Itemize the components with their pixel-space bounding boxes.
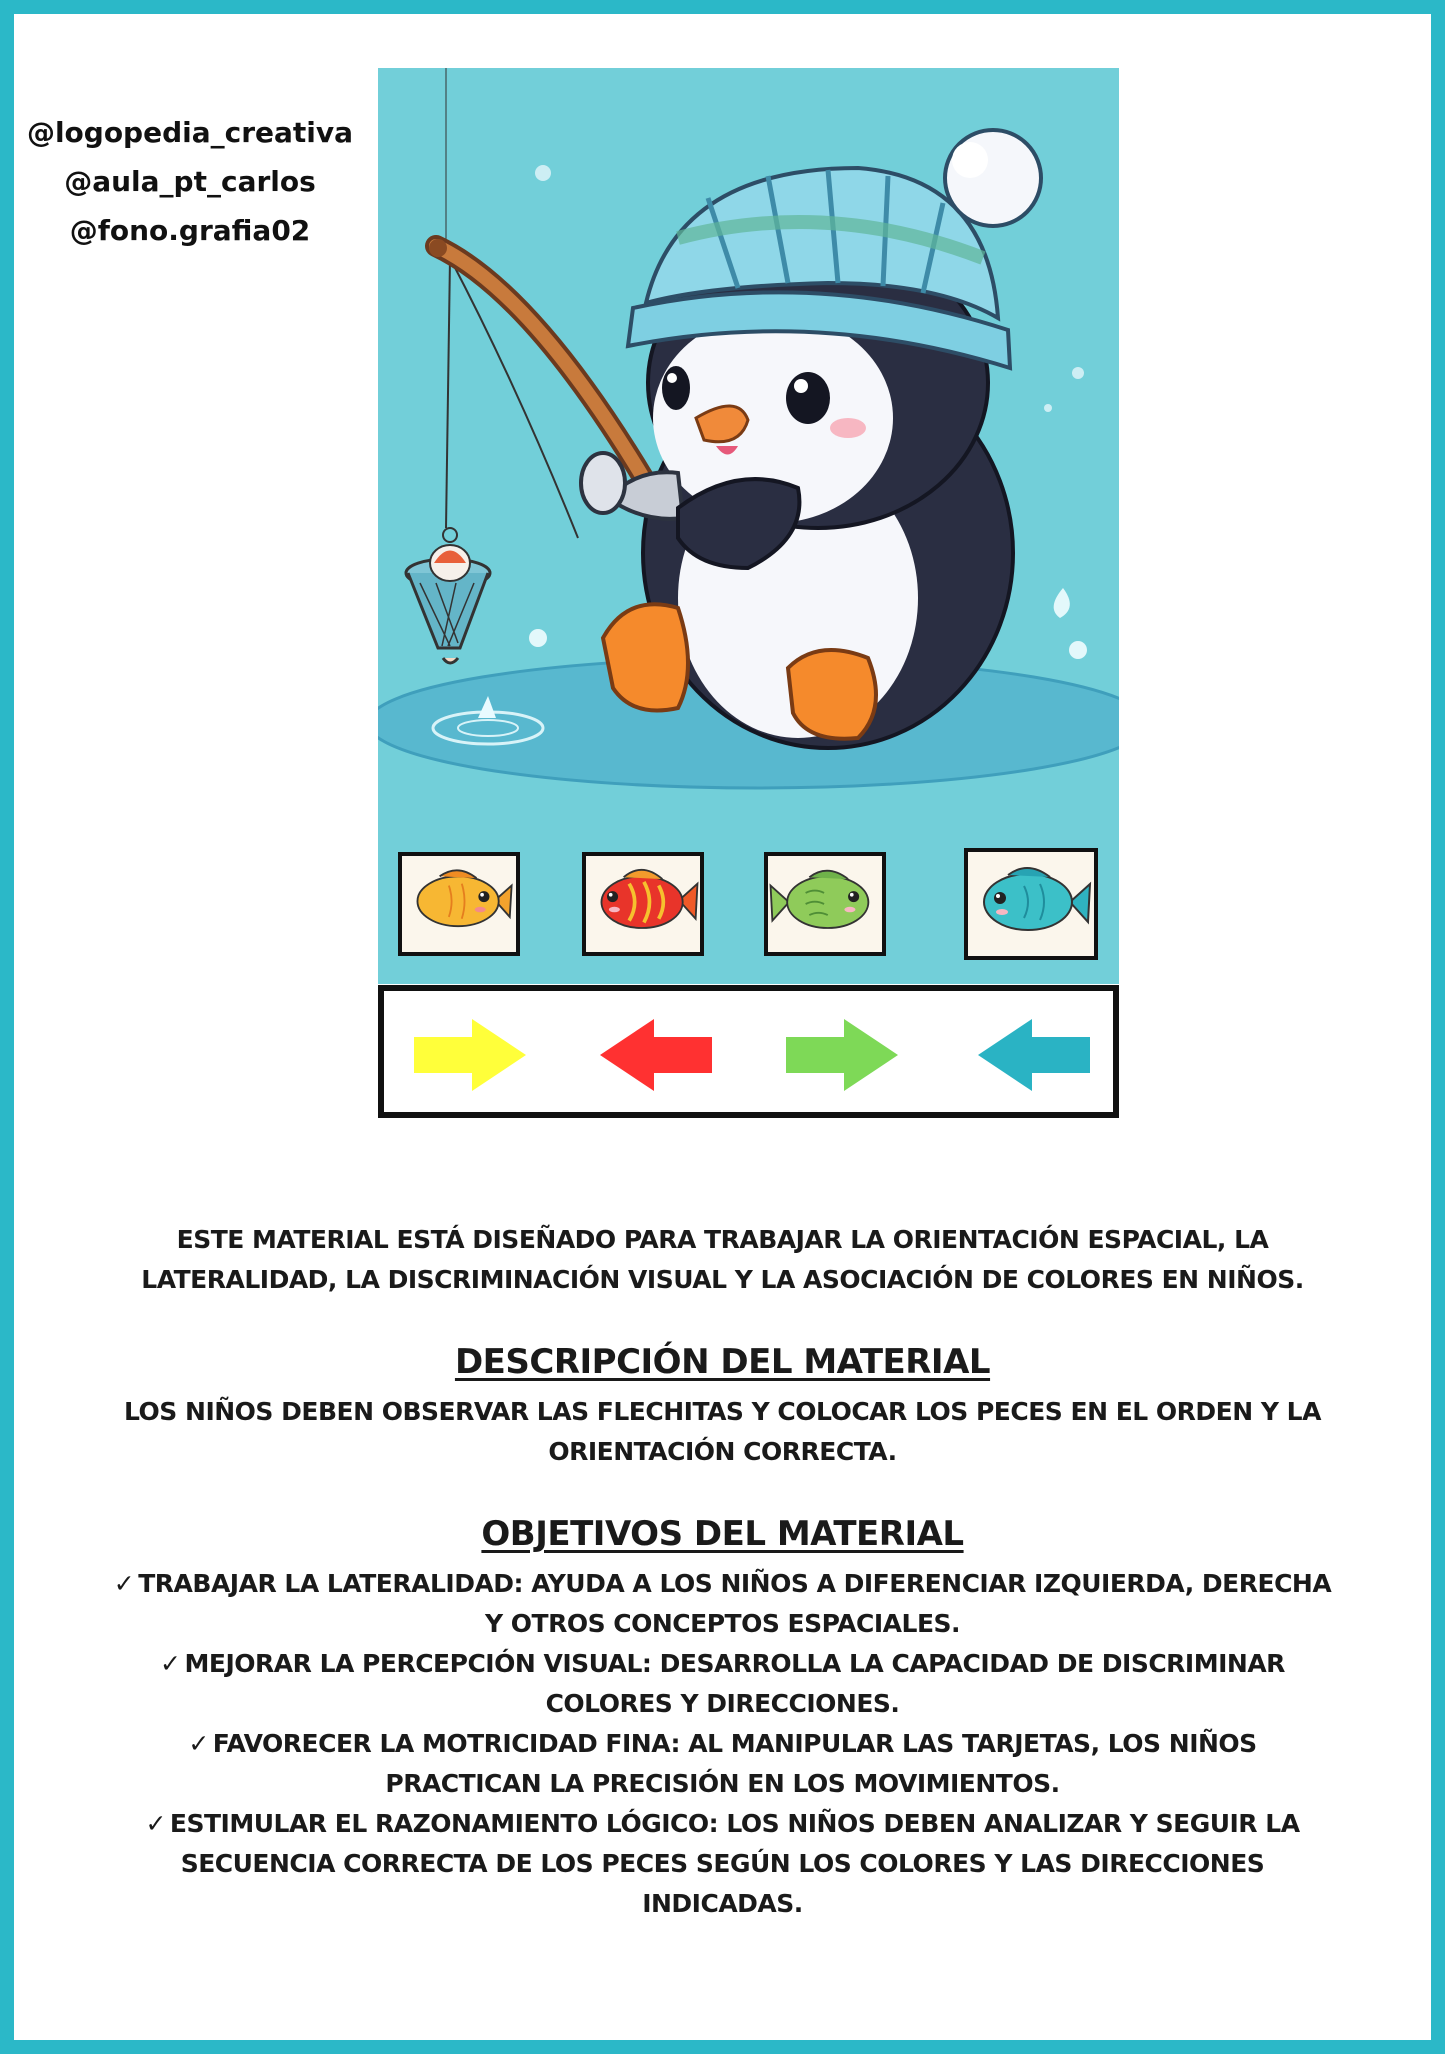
handle-fono: @fono.grafia02 xyxy=(69,214,311,247)
right-arrow-icon xyxy=(414,1019,526,1091)
yellow-fish-icon xyxy=(402,856,516,952)
handle-logopedia: @logopedia_creativa xyxy=(26,116,354,149)
description-text xyxy=(60,1392,1385,1472)
check-icon: ✓ xyxy=(160,1649,181,1678)
intro-line: LATERALIDAD, LA DISCRIMINACIÓN VISUAL Y LA ASOCIACIÓN DE COLORES EN NIÑOS. xyxy=(141,1265,1304,1294)
objective-item: ✓ FAVORECER LA MOTRICIDAD FINA: AL MANIPULAR LAS TARJETAS, LOS NIÑOS PRACTICAN LA PRECISIÓN EN LOS MOVIMIENTOS. xyxy=(188,1729,1257,1798)
description-line: LOS NIÑOS DEBEN OBSERVAR LAS FLECHITAS Y COLOCAR LOS PECES EN EL ORDEN Y LA xyxy=(124,1397,1321,1426)
objective-item: ✓ MEJORAR LA PERCEPCIÓN VISUAL: DESARROLLA LA CAPACIDAD DE DISCRIMINAR COLORES Y DIRECCIONES. xyxy=(160,1649,1285,1718)
social-handles xyxy=(20,108,360,255)
check-icon: ✓ xyxy=(113,1569,135,1598)
description-line: ORIENTACIÓN CORRECTA. xyxy=(548,1437,897,1466)
illustration-panel xyxy=(378,68,1119,984)
fish-card-green xyxy=(764,852,886,956)
left-arrow-icon xyxy=(600,1019,712,1091)
objective-item: ✓ ESTIMULAR EL RAZONAMIENTO LÓGICO: LOS NIÑOS DEBEN ANALIZAR Y SEGUIR LA SECUENCIA CORRECTA DE LOS PECES SEGÚN LOS COLORES Y LAS DIRECCIONES INDICADAS. xyxy=(145,1809,1300,1918)
left-arrow-icon xyxy=(978,1019,1090,1091)
description-heading: DESCRIPCIÓN DEL MATERIAL xyxy=(454,1342,991,1382)
green-fish-icon xyxy=(768,856,882,952)
blue-fish-icon xyxy=(968,852,1094,956)
objectives-list xyxy=(60,1564,1385,1924)
check-icon: ✓ xyxy=(188,1729,209,1758)
right-arrow-icon xyxy=(786,1019,898,1091)
objective-item: ✓ TRABAJAR LA LATERALIDAD: AYUDA A LOS NIÑOS A DIFERENCIAR IZQUIERDA, DERECHA Y OTROS CONCEPTOS ESPACIALES. xyxy=(113,1569,1332,1638)
penguin-fishing-icon xyxy=(378,68,1119,828)
check-icon: ✓ xyxy=(145,1809,166,1838)
fish-card-yellow xyxy=(398,852,520,956)
intro-line: ESTE MATERIAL ESTÁ DISEÑADO PARA TRABAJAR LA ORIENTACIÓN ESPACIAL, LA xyxy=(176,1225,1269,1254)
fish-card-blue xyxy=(964,848,1098,960)
fish-card-red xyxy=(582,852,704,956)
handle-aula: @aula_pt_carlos xyxy=(64,165,316,198)
objectives-heading: OBJETIVOS DEL MATERIAL xyxy=(481,1514,964,1554)
red-fish-icon xyxy=(586,856,700,952)
intro-text xyxy=(60,1220,1385,1300)
arrow-sequence xyxy=(378,985,1119,1118)
